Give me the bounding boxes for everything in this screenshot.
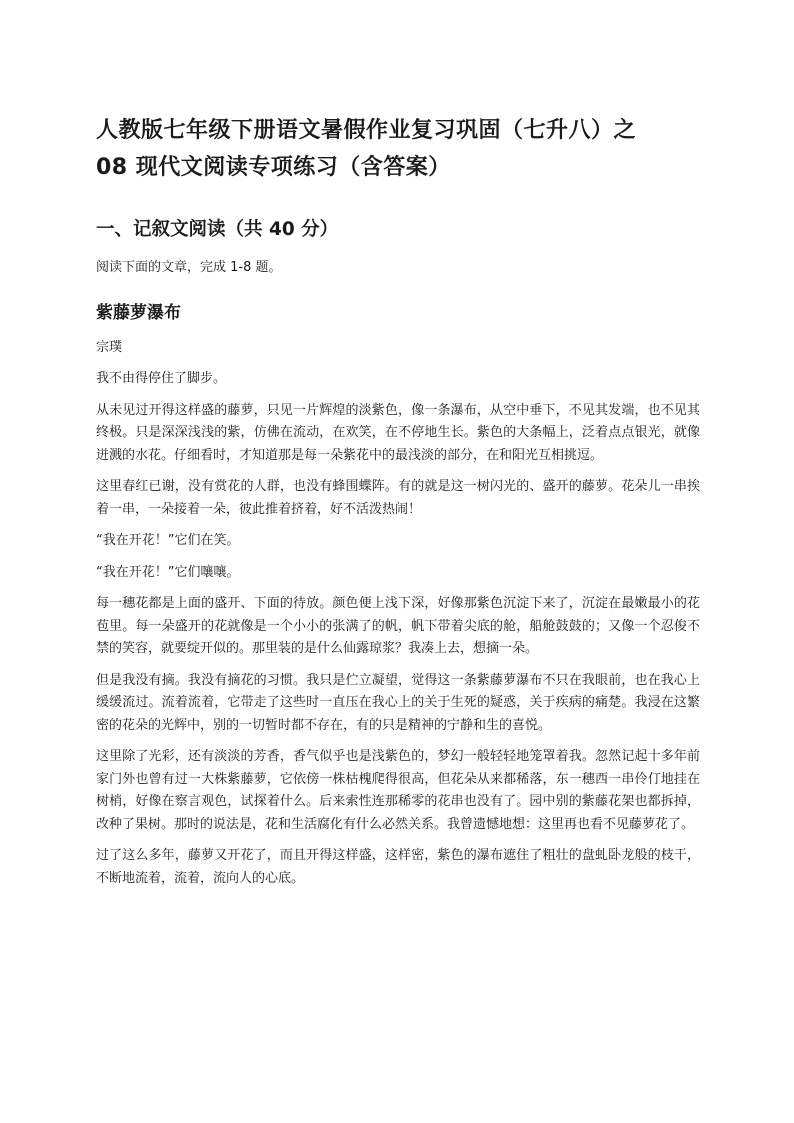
- article-paragraph: 从未见过开得这样盛的藤萝，只见一片辉煌的淡紫色，像一条瀑布，从空中垂下，不见其发端，也不见其终极。只是深深浅浅的紫，仿佛在流动，在欢笑，在不停地生长。紫色的大条幅上，泛着点点银光，就像迸溅的水花。仔细看时，才知道那是每一朵紫花中的最浅淡的部分，在和阳光互相挑逗。: [96, 402, 700, 463]
- article-paragraph: “我在开花！”它们在笑。: [96, 533, 240, 548]
- article-paragraph: 这里除了光彩，还有淡淡的芳香，香气似乎也是浅紫色的，梦幻一般轻轻地笼罩着我。忽然记起十多年前家门外也曾有过一大株紫藤萝，它依傍一株枯槐爬得很高，但花朵从来都稀落，东一穗西一串伶仃地挂在树梢，好像在察言观色，试探着什么。后来索性连那稀零的花串也没有了。园中别的紫藤花架也都拆掉，改种了果树。那时的说法是，花和生活腐化有什么必然关系。我曾遗憾地想：这里再也看不见藤萝花了。: [96, 749, 700, 832]
- article-paragraph: 我不由得停住了脚步。: [96, 371, 227, 386]
- document-title-line-1: 人教版七年级下册语文暑假作业复习巩固（七升八）之: [96, 118, 637, 143]
- article-paragraph: 每一穗花都是上面的盛开、下面的待放。颜色便上浅下深，好像那紫色沉淀下来了，沉淀在最嫩最小的花苞里。每一朵盛开的花就像是一个小小的张满了的帆，帆下带着尖底的舱，船舱鼓鼓的；又像一个忍俊不禁的笑容，就要绽开似的。那里装的是什么仙露琼浆？我凑上去，想摘一朵。: [96, 596, 700, 656]
- section-heading: 一、记叙文阅读（共 40 分）: [96, 219, 339, 240]
- document-page: [96, 112, 700, 890]
- article-paragraph: 但是我没有摘。我没有摘花的习惯。我只是伫立凝望，觉得这一条紫藤萝瀑布不只在我眼前，也在我心上缓缓流过。流着流着，它带走了这些时一直压在我心上的关于生死的疑惑，关于疾病的痛楚。我浸在这繁密的花朵的光辉中，别的一切暂时都不存在，有的只是精神的宁静和生的喜悦。: [96, 672, 700, 733]
- article-paragraph: 过了这么多年，藤萝又开花了，而且开得这样盛，这样密，紫色的瀑布遮住了粗壮的盘虬卧龙般的枝干，不断地流着，流着，流向人的心底。: [96, 848, 700, 886]
- article-author: 宗璞: [96, 340, 123, 355]
- reading-instruction: 阅读下面的文章，完成 1-8 题。: [96, 260, 282, 275]
- document-title-line-2: 08 现代文阅读专项练习（含答案）: [96, 155, 451, 180]
- article-paragraph: 这里春红已谢，没有赏花的人群，也没有蜂围蝶阵。有的就是这一树闪光的、盛开的藤萝。花朵儿一串挨着一串，一朵接着一朵，彼此推着挤着，好不活泼热闹！: [96, 479, 700, 517]
- article-title: 紫藤萝瀑布: [96, 303, 181, 323]
- article-paragraph: “我在开花！”它们嚷嚷。: [96, 564, 240, 580]
- document-title: [96, 112, 700, 186]
